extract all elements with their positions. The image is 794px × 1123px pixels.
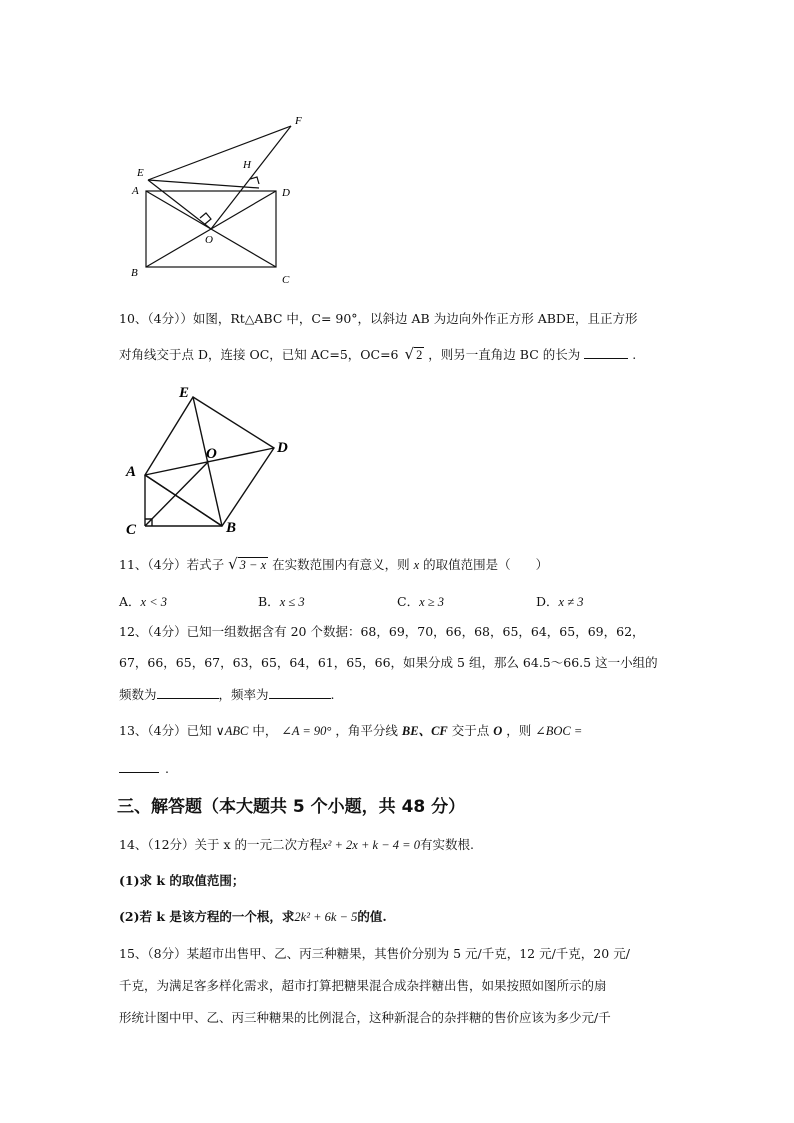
- q14-part2: [119, 909, 387, 925]
- label-D: D: [282, 187, 290, 199]
- q11-option-b: [258, 592, 305, 610]
- q11-prefix: 11、（4分）若式子: [119, 557, 225, 572]
- q13-line1: [119, 723, 582, 739]
- q11-option-c: [397, 592, 444, 610]
- sqrt-radical-icon: √: [228, 555, 238, 573]
- q14-part2-expr: 2k² + 6k − 5: [294, 910, 358, 924]
- q10-answer-blank: [584, 346, 628, 359]
- q10-line1: 10、（4分））如图，Rt△ABC 中，C= 90°，以斜边 AB 为边向外作正方形 ABDE，且正方形: [119, 311, 638, 326]
- q12-frequency-blank: [157, 686, 219, 699]
- q14-equation: x² + 2x + k − 4 = 0: [322, 838, 420, 852]
- q14-part2-b: 的值.: [357, 909, 387, 924]
- option-letter: B．: [258, 594, 280, 609]
- label2-A: A: [126, 464, 137, 480]
- q12-line1: 12、（4分）已知一组数据含有 20 个数据：68，69，70，66，68，65，64，65，69，62，: [119, 624, 645, 639]
- option-expr: x ≥ 3: [419, 595, 444, 609]
- figure-square-triangle-diagram: [118, 382, 298, 542]
- q10-line2-text-b: ，则另一直角边 BC 的长为: [428, 347, 581, 362]
- q12-line3-end: .: [330, 687, 335, 702]
- q13-line2: [119, 760, 169, 777]
- q13-mid1: 中，: [252, 723, 278, 738]
- option-expr: x ≤ 3: [279, 595, 305, 609]
- q14-stem: [119, 837, 474, 853]
- q14-part1: (1)求 k 的取值范围；: [119, 873, 245, 888]
- q13-mid2: ，角平分线: [335, 723, 398, 738]
- q10-line2-text-a: 对角线交于点 D，连接 OC，已知 AC=5，OC=6: [119, 347, 399, 362]
- q12-line3-b: ，频率为: [218, 687, 269, 702]
- label-O: O: [205, 234, 213, 246]
- q11-var: x: [413, 558, 420, 572]
- label-F: F: [295, 115, 302, 127]
- option-letter: C．: [397, 594, 420, 609]
- q14-prefix: 14、（12分）关于 x 的一元二次方程: [119, 837, 323, 852]
- q13-answer-blank: [119, 760, 159, 773]
- option-expr: x < 3: [140, 595, 168, 609]
- q10-line2-end: .: [632, 347, 637, 362]
- q13-line2-end: .: [165, 761, 169, 776]
- label-H: H: [243, 159, 251, 171]
- label-A: A: [132, 185, 139, 197]
- sqrt-radical-icon: √: [404, 345, 415, 363]
- q13-triangle: ∨ABC: [215, 724, 249, 738]
- label2-D: D: [277, 440, 288, 456]
- q13-boc: ∠BOC =: [535, 724, 583, 738]
- q12-line3: [119, 686, 335, 703]
- section-header: 三、解答题（本大题共 5 个小题，共 48 分）: [117, 797, 466, 817]
- q13-mid3: 交于点: [451, 723, 490, 738]
- q12-line2: 67，66，65，67，63，65，64，61，65，66，如果分成 5 组，那么 64.5～66.5 这一小组的: [119, 655, 658, 670]
- label2-E: E: [179, 385, 190, 401]
- q13-mid4: ，则: [506, 723, 532, 738]
- q11-option-d: [536, 592, 583, 610]
- q13-prefix: 13、（4分）已知: [119, 723, 212, 738]
- label-C: C: [282, 274, 290, 286]
- label2-O: O: [206, 446, 217, 462]
- q10-line2: [119, 346, 636, 363]
- q11-stem: [119, 556, 548, 573]
- q11-radicand: 3 − x: [239, 558, 267, 572]
- q11-suffix: 的取值范围是（ ）: [423, 557, 549, 572]
- q15-line2: 千克，为满足客多样化需求，超市打算把糖果混合成杂拌糖出售，如果按照如图所示的扇: [119, 978, 607, 993]
- q11-option-a: [119, 592, 167, 610]
- q15-line1: 15、（8分）某超市出售甲、乙、丙三种糖果，其售价分别为 5 元/千克，12 元/千克，20 元/: [119, 946, 630, 961]
- sqrt-radicand: 2: [416, 348, 423, 362]
- label2-B: B: [226, 520, 237, 536]
- q14-suffix: 有实数根.: [419, 837, 474, 852]
- q13-angle: ∠A = 90°: [281, 724, 332, 738]
- sqrt-expression: [405, 346, 425, 363]
- q12-line3-a: 频数为: [119, 687, 157, 702]
- q11-middle: 在实数范围内有意义，则: [272, 557, 410, 572]
- q11-sqrt-expression: [228, 556, 268, 573]
- option-expr: x ≠ 3: [558, 595, 584, 609]
- q13-bisectors: BE、CF: [401, 724, 448, 738]
- option-letter: D．: [536, 594, 559, 609]
- q14-part2-a: (2)若 k 是该方程的一个根，求: [119, 909, 295, 924]
- q13-point-o: O: [493, 724, 503, 738]
- label-B: B: [131, 267, 138, 279]
- label-E: E: [137, 167, 144, 179]
- q12-rate-blank: [269, 686, 331, 699]
- option-letter: A．: [119, 594, 141, 609]
- figure-rectangle-diagram: [120, 110, 320, 290]
- q15-line3: 形统计图中甲、乙、丙三种糖果的比例混合，这种新混合的杂拌糖的售价应该为多少元/千: [119, 1010, 611, 1025]
- label2-C: C: [126, 522, 137, 538]
